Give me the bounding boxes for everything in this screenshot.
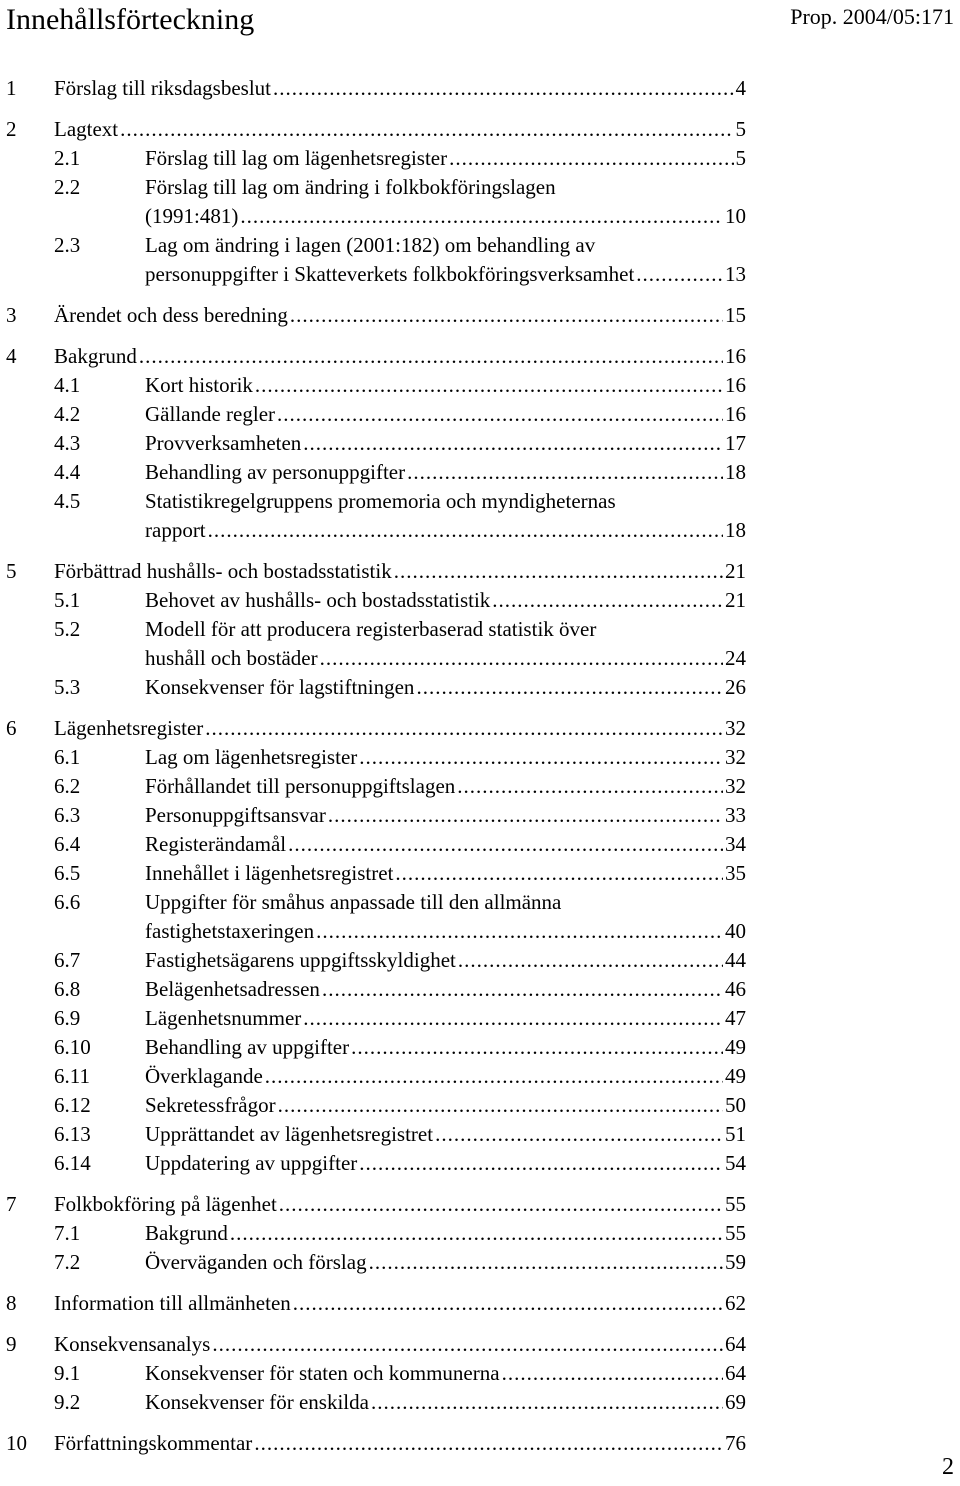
toc-entry[interactable]	[6, 342, 746, 371]
toc-entry-title: Förhållandet till personuppgiftslagen	[145, 774, 456, 798]
toc-entry-page: 50	[725, 1093, 746, 1117]
toc-entry-title: Uppgifter för småhus anpassade till den allmänna	[145, 890, 562, 914]
toc-entry-number: 6.8	[54, 977, 81, 1001]
toc-entry[interactable]	[6, 301, 746, 330]
toc-entry-number: 9	[6, 1332, 17, 1356]
toc-entry-number: 9.1	[54, 1361, 81, 1385]
dot-leader	[255, 371, 723, 400]
dot-leader	[502, 1359, 723, 1388]
toc-entry-number: 7.2	[54, 1250, 81, 1274]
toc-entry-title: Konsekvensanalys	[54, 1332, 211, 1356]
dot-leader	[279, 1190, 723, 1219]
dot-leader	[359, 743, 723, 772]
dot-leader	[208, 516, 723, 545]
toc-entry-title: Konsekvenser för staten och kommunerna	[145, 1361, 500, 1385]
toc-entry-page: 15	[725, 303, 746, 327]
dot-leader	[371, 1388, 723, 1417]
toc-entry-title: Bakgrund	[54, 344, 137, 368]
dot-leader	[320, 644, 723, 673]
toc-entry-page: 54	[725, 1151, 746, 1175]
toc-entry-number: 2.3	[54, 233, 81, 257]
toc-entry[interactable]	[6, 586, 746, 615]
toc-entry-number: 2	[6, 117, 17, 141]
toc-entry-page: 51	[725, 1122, 746, 1146]
toc-entry[interactable]	[6, 458, 746, 487]
toc-entry-title: Sekretessfrågor	[145, 1093, 276, 1117]
toc-entry[interactable]	[6, 1120, 746, 1149]
toc-entry-page: 33	[725, 803, 746, 827]
toc-entry[interactable]	[6, 1388, 746, 1417]
toc-entry[interactable]	[6, 400, 746, 429]
toc-entry-number: 9.2	[54, 1390, 81, 1414]
toc-entry[interactable]	[6, 714, 746, 743]
toc-entry-title: Konsekvenser för enskilda	[145, 1390, 369, 1414]
toc-entry-title: Behandling av personuppgifter	[145, 460, 406, 484]
toc-entry[interactable]	[6, 673, 746, 702]
toc-entry[interactable]	[6, 74, 746, 103]
toc-entry-page: 35	[725, 861, 746, 885]
toc-entry-number: 8	[6, 1291, 17, 1315]
toc-entry-title: Förslag till lag om ändring i folkbokföringslagen	[145, 175, 556, 199]
toc-entry[interactable]	[6, 371, 746, 400]
toc-entry[interactable]	[6, 859, 746, 888]
toc-entry-page: 21	[725, 588, 746, 612]
toc-entry[interactable]	[6, 144, 746, 173]
toc-entry-title: Provverksamheten	[145, 431, 302, 455]
toc-entry-number: 1	[6, 76, 17, 100]
dot-leader	[636, 260, 723, 289]
toc-entry[interactable]	[6, 1149, 746, 1178]
dot-leader	[328, 801, 723, 830]
toc-entry-number: 5.2	[54, 617, 81, 641]
dot-leader	[120, 115, 733, 144]
toc-entry-title: fastighetstaxeringen	[145, 919, 315, 943]
dot-leader	[322, 975, 723, 1004]
toc-entry-page: 34	[725, 832, 746, 856]
toc-entry-number: 2.2	[54, 175, 81, 199]
toc-entry-page: 59	[725, 1250, 746, 1274]
dot-leader	[230, 1219, 723, 1248]
toc-entry-page: 16	[725, 344, 746, 368]
toc-entry-page: 18	[725, 518, 746, 542]
toc-entry[interactable]	[6, 1004, 746, 1033]
toc-entry-page: 69	[725, 1390, 746, 1414]
toc-entry-number: 5	[6, 559, 17, 583]
toc-entry-title: Lägenhetsregister	[54, 716, 204, 740]
toc-entry-page: 10	[725, 204, 746, 228]
toc-entry-number: 6.6	[54, 890, 81, 914]
toc-entry-number: 10	[6, 1431, 27, 1455]
toc-entry[interactable]	[6, 1091, 746, 1120]
toc-entry-number: 7.1	[54, 1221, 81, 1245]
dot-leader	[293, 1289, 723, 1318]
dot-leader	[290, 301, 723, 330]
dot-leader	[316, 917, 723, 946]
toc-entry-title: hushåll och bostäder	[145, 646, 318, 670]
toc-entry-number: 6.3	[54, 803, 81, 827]
page-number: 2	[942, 1454, 954, 1480]
toc-entry[interactable]	[6, 1289, 746, 1318]
toc-entry-number: 6	[6, 716, 17, 740]
toc-entry[interactable]	[6, 231, 746, 289]
toc-entry[interactable]	[6, 772, 746, 801]
toc-entry[interactable]	[6, 946, 746, 975]
toc-entry-title: Kort historik	[145, 373, 253, 397]
toc-entry-page: 64	[725, 1332, 746, 1356]
toc-entry-number: 2.1	[54, 146, 81, 170]
dot-leader	[273, 74, 734, 103]
toc-entry-page: 21	[725, 559, 746, 583]
toc-entry-page: 62	[725, 1291, 746, 1315]
toc-entry[interactable]	[6, 1062, 746, 1091]
dot-leader	[254, 1429, 723, 1458]
toc-entry-page: 16	[725, 402, 746, 426]
document-reference: Prop. 2004/05:171	[790, 4, 954, 29]
toc-entry-title: Lägenhetsnummer	[145, 1006, 302, 1030]
dot-leader	[457, 772, 723, 801]
toc-entry-title: Personuppgiftsansvar	[145, 803, 326, 827]
dot-leader	[369, 1248, 723, 1277]
toc-entry[interactable]	[6, 975, 746, 1004]
toc-entry-page: 5	[735, 117, 746, 141]
dot-leader	[458, 946, 723, 975]
toc-entry-page: 76	[725, 1431, 746, 1455]
toc-entry-number: 6.11	[54, 1064, 90, 1088]
toc-entry-number: 4.4	[54, 460, 81, 484]
toc-entry[interactable]	[6, 801, 746, 830]
toc-entry-page: 18	[725, 460, 746, 484]
toc-entry-title: Överväganden och förslag	[145, 1250, 367, 1274]
toc-entry-number: 6.13	[54, 1122, 91, 1146]
toc-entry-number: 6.1	[54, 745, 81, 769]
toc-entry-number: 6.9	[54, 1006, 81, 1030]
toc-entry-title: Bakgrund	[145, 1221, 228, 1245]
toc-entry-title: Modell för att producera registerbaserad statistik över	[145, 617, 597, 641]
toc-entry-title: Uppdatering av uppgifter	[145, 1151, 358, 1175]
toc-entry-number: 6.5	[54, 861, 81, 885]
dot-leader	[492, 586, 723, 615]
toc-entry-number: 6.4	[54, 832, 81, 856]
toc-entry-title: Innehållet i lägenhetsregistret	[145, 861, 394, 885]
toc-entry-page: 4	[735, 76, 746, 100]
toc-entry-page: 64	[725, 1361, 746, 1385]
toc-entry-title: Förbättrad hushålls- och bostadsstatistik	[54, 559, 392, 583]
toc-entry-page: 13	[725, 262, 746, 286]
toc-entry-page: 26	[725, 675, 746, 699]
toc-entry-page: 32	[725, 716, 746, 740]
dot-leader	[278, 1091, 723, 1120]
dot-leader	[139, 342, 723, 371]
toc-entry[interactable]	[6, 557, 746, 586]
dot-leader	[395, 859, 723, 888]
toc-entry-page: 17	[725, 431, 746, 455]
dot-leader	[277, 400, 723, 429]
toc-entry-title: Förslag till riksdagsbeslut	[54, 76, 271, 100]
toc-entry-page: 32	[725, 745, 746, 769]
toc-entry-page: 55	[725, 1221, 746, 1245]
dot-leader	[265, 1062, 723, 1091]
toc-entry-number: 6.7	[54, 948, 81, 972]
toc-entry-page: 40	[725, 919, 746, 943]
toc-entry-number: 4.5	[54, 489, 81, 513]
toc-entry-title: Registerändamål	[145, 832, 287, 856]
toc-entry-title: Information till allmänheten	[54, 1291, 291, 1315]
toc-entry-number: 4.2	[54, 402, 81, 426]
toc-entry-number: 6.14	[54, 1151, 91, 1175]
toc-entry-title: Belägenhetsadressen	[145, 977, 320, 1001]
toc-entry[interactable]	[6, 1429, 746, 1458]
dot-leader	[407, 458, 723, 487]
toc-entry[interactable]	[6, 429, 746, 458]
toc-entry-page: 32	[725, 774, 746, 798]
toc-entry-title: Behovet av hushålls- och bostadsstatistik	[145, 588, 491, 612]
dot-leader	[435, 1120, 723, 1149]
toc-entry-page: 49	[725, 1035, 746, 1059]
dot-leader	[205, 714, 723, 743]
toc-entry-title: Behandling av uppgifter	[145, 1035, 350, 1059]
toc-entry-number: 6.10	[54, 1035, 91, 1059]
toc-entry-page: 5	[735, 146, 746, 170]
dot-leader	[240, 202, 723, 231]
dot-leader	[351, 1033, 723, 1062]
toc-entry-title: Författningskommentar	[54, 1431, 253, 1455]
toc-entry[interactable]	[6, 1033, 746, 1062]
toc-entry-page: 47	[725, 1006, 746, 1030]
toc-entry-title: Statistikregelgruppens promemoria och myndigheternas	[145, 489, 616, 513]
dot-leader	[449, 144, 733, 173]
toc-entry[interactable]	[6, 1190, 746, 1219]
toc-entry-number: 4	[6, 344, 17, 368]
toc-entry-page: 49	[725, 1064, 746, 1088]
toc-entry[interactable]	[6, 830, 746, 859]
toc-entry-page: 55	[725, 1192, 746, 1216]
dot-leader	[359, 1149, 723, 1178]
toc-entry-title: Lagtext	[54, 117, 119, 141]
toc-entry-title: Lag om lägenhetsregister	[145, 745, 358, 769]
toc-entry[interactable]	[6, 173, 746, 231]
toc-entry-number: 5.3	[54, 675, 81, 699]
toc-entry-title: Folkbokföring på lägenhet	[54, 1192, 277, 1216]
toc-entry-page: 44	[725, 948, 746, 972]
dot-leader	[303, 1004, 723, 1033]
toc-entry-title: Gällande regler	[145, 402, 276, 426]
toc-entry-title: (1991:481)	[145, 204, 239, 228]
dot-leader	[416, 673, 723, 702]
toc-entry-title: Upprättandet av lägenhetsregistret	[145, 1122, 434, 1146]
toc-entry[interactable]	[6, 888, 746, 946]
toc-entry-page: 16	[725, 373, 746, 397]
toc-entry[interactable]	[6, 487, 746, 545]
toc-entry[interactable]	[6, 1248, 746, 1277]
toc-entry[interactable]	[6, 743, 746, 772]
table-of-contents	[6, 74, 746, 1458]
toc-entry-title: rapport	[145, 518, 206, 542]
toc-entry[interactable]	[6, 615, 746, 673]
toc-entry[interactable]	[6, 115, 746, 144]
toc-entry-number: 4.1	[54, 373, 81, 397]
toc-entry-title: Konsekvenser för lagstiftningen	[145, 675, 415, 699]
toc-entry-number: 6.2	[54, 774, 81, 798]
toc-entry-title: Fastighetsägarens uppgiftsskyldighet	[145, 948, 456, 972]
toc-entry-title: Förslag till lag om lägenhetsregister	[145, 146, 448, 170]
toc-entry-number: 5.1	[54, 588, 81, 612]
dot-leader	[288, 830, 723, 859]
toc-entry-number: 7	[6, 1192, 17, 1216]
toc-entry-page: 46	[725, 977, 746, 1001]
dot-leader	[394, 557, 723, 586]
toc-entry[interactable]	[6, 1330, 746, 1359]
toc-entry-number: 6.12	[54, 1093, 91, 1117]
toc-entry[interactable]	[6, 1219, 746, 1248]
dot-leader	[303, 429, 723, 458]
toc-entry-number: 4.3	[54, 431, 81, 455]
toc-entry[interactable]	[6, 1359, 746, 1388]
dot-leader	[212, 1330, 723, 1359]
toc-entry-page: 24	[725, 646, 746, 670]
toc-entry-title: personuppgifter i Skatteverkets folkbokföringsverksamhet	[145, 262, 635, 286]
page-title: Innehållsförteckning	[6, 3, 255, 36]
toc-entry-title: Ärendet och dess beredning	[54, 303, 288, 327]
toc-entry-title: Överklagande	[145, 1064, 263, 1088]
toc-entry-number: 3	[6, 303, 17, 327]
toc-entry-title: Lag om ändring i lagen (2001:182) om behandling av	[145, 233, 596, 257]
